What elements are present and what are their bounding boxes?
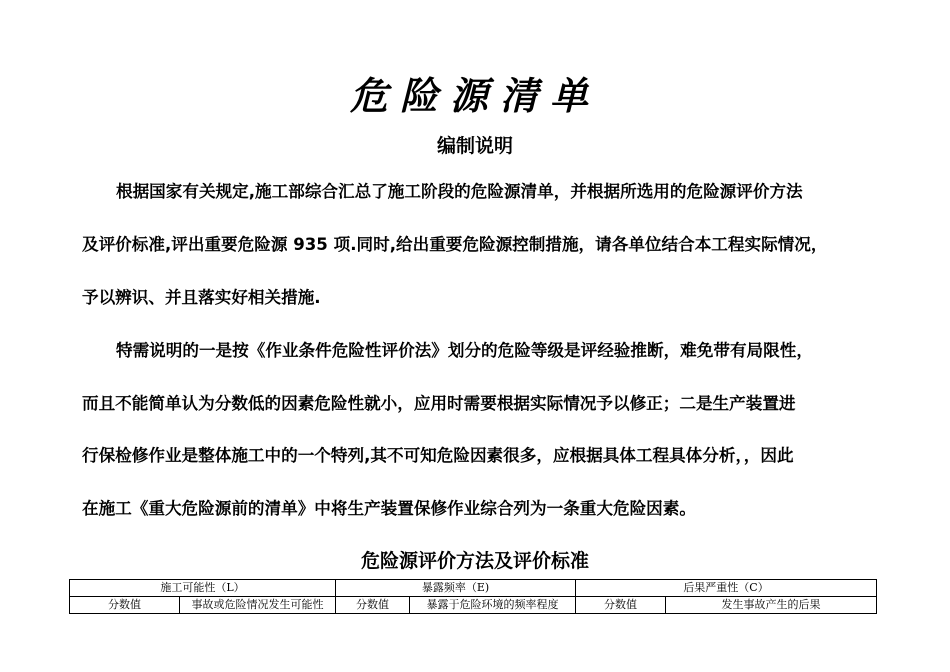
table-header-row: [70, 580, 877, 597]
evaluation-criteria-table: [69, 579, 877, 614]
paragraph-line-7: 在施工《重大危险源前的清单》中将生产装置保修作业综合列为一条重大危险因素。: [82, 499, 696, 518]
paragraph-line-1: 根据国家有关规定,施工部综合汇总了施工阶段的危险源清单，并根据所选用的危险源评价方法: [116, 182, 803, 201]
subheader-exposure-desc: 暴露于危险环境的频率程度: [410, 597, 576, 614]
subheader-consequence-desc: 发生事故产生的后果: [666, 597, 877, 614]
paragraph-line-5: 而且不能简单认为分数低的因素危险性就小，应用时需要根据实际情况予以修正；二是生产装置进: [82, 394, 796, 413]
header-likelihood: 施工可能性（L）: [70, 580, 336, 597]
section-title: 危险源评价方法及评价标准: [360, 550, 589, 572]
document-subtitle: 编制说明: [436, 135, 513, 157]
paragraph-line-3: 予以辨识、并且落实好相关措施.: [82, 288, 321, 307]
table-subheader-row: [70, 597, 877, 614]
subheader-score-e: 分数值: [336, 597, 410, 614]
paragraph-line-4: 特需说明的一是按《作业条件危险性评价法》划分的危险等级是评经验推断，难免带有局限性，: [116, 341, 813, 360]
subheader-score-l: 分数值: [70, 597, 180, 614]
header-exposure: 暴露频率（E): [336, 580, 576, 597]
paragraph-line-6: 行保检修作业是整体施工中的一个特列,其不可知危险因素很多，应根据具体工程具体分析，，因此: [82, 446, 794, 465]
document-title: 危险源清单: [349, 74, 600, 118]
header-consequence: 后果严重性（C）: [576, 580, 877, 597]
subheader-likelihood-desc: 事故或危险情况发生可能性: [180, 597, 336, 614]
paragraph-line-2: 及评价标准,评出重要危险源 935 项.同时,给出重要危险源控制措施，请各单位结合本工程实际情况，: [82, 235, 828, 254]
subheader-score-c: 分数值: [576, 597, 666, 614]
